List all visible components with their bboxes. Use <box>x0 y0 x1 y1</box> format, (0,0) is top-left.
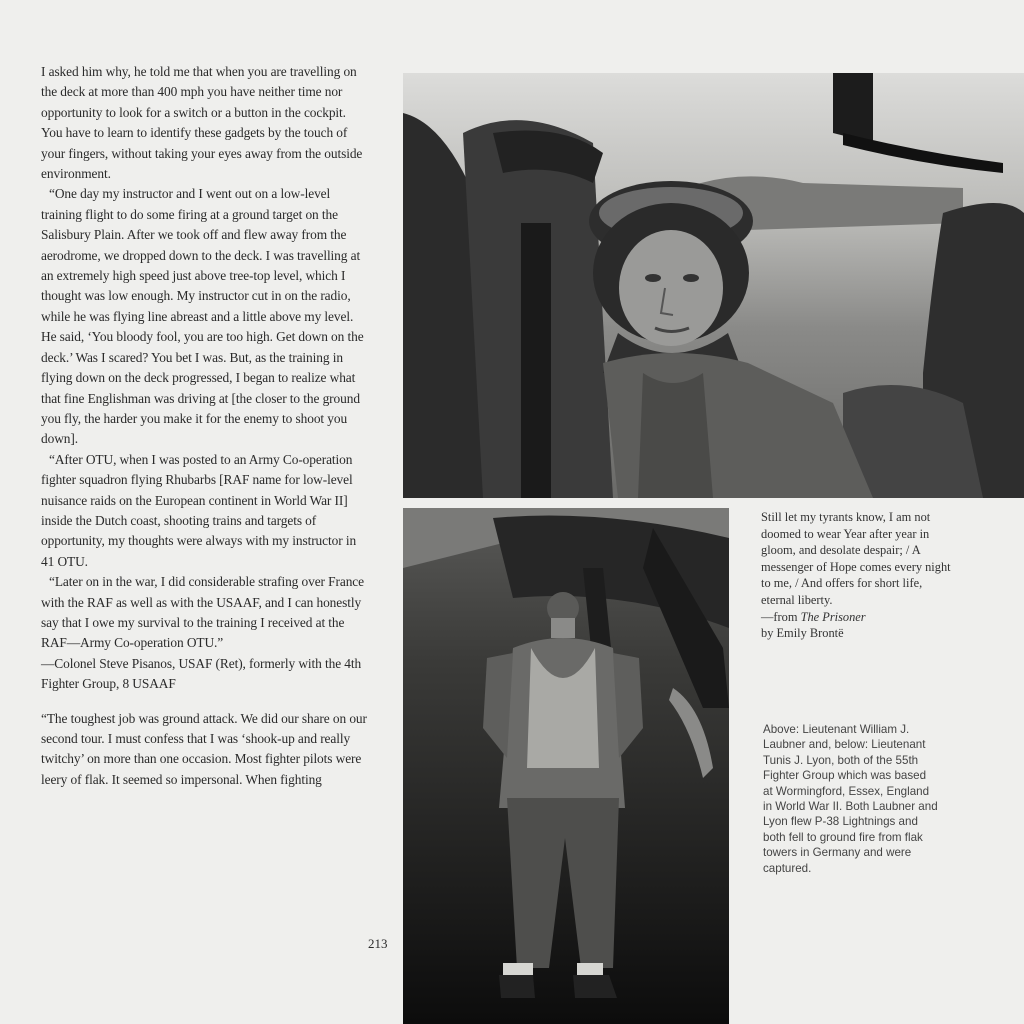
poem-text: Still let my tyrants know, I am not doomed to wear Year after year in gloom, and desolate despair; / A messenger of Hope comes every night to me, / And offers for short life, eternal liberty. <box>761 510 951 607</box>
poem-author: by Emily Brontë <box>761 626 844 641</box>
poem-epigraph <box>761 509 951 642</box>
article-paragraph: “One day my instructor and I went out on a low-level training flight to do some firing at a ground target on the Salisbury Plain. After we took off and flew away from the aerodrome, we dropped down to the deck. I was travelling at an extremely high speed just above tree-top level, which I thought was low enough. My instructor cut in on the radio, while he was flying line abreast and a little above my level. He said, ‘You bloody fool, you are too high. Get down on the deck.’ Was I scared? You bet I was. But, as the training in flying down on the deck progressed, I began to realize what that fine Englishman was driving at [the closer to the ground you fly, the harder you make it for the enemy to shoot you down]. <box>41 186 364 447</box>
page-number: 213 <box>368 936 388 951</box>
photo-caption: Above: Lieutenant William J. Laubner and, below: Lieutenant Tunis J. Lyon, both of the 55th Fighter Group which was based at Wormingford, Essex, England in World War II. Both Laubner and Lyon flew P-38 Lightnings and both fell to ground fire from flak towers in Germany and were captured. <box>763 723 938 875</box>
poem-source-title: The Prisoner <box>800 609 866 624</box>
article-column <box>41 62 368 790</box>
attribution: —Colonel Steve Pisanos, USAF (Ret), formerly with the 4th Fighter Group, 8 USAAF <box>41 655 362 692</box>
article-paragraph: “Later on in the war, I did considerable strafing over France with the RAF as well as with the USAAF, and I can honestly say that I owe my survival to the training I received at the RAF—Army Co-operation OTU.” <box>41 574 364 651</box>
article-paragraph: “The toughest job was ground attack. We did our share on our second tour. I must confess that I was ‘shook-up and really twitchy’ on more than one occasion. Most fighter pilots were leery of flak. It seemed so impersonal. When fighting <box>41 710 367 787</box>
article-paragraph: “After OTU, when I was posted to an Army Co-operation fighter squadron flying Rhubarbs [RAF name for low-level nuisance raids on the European continent in World War II] inside the Dutch coast, shooting trains and targets of opportunity, my thoughts were always with my instructor in 41 OTU. <box>41 451 357 569</box>
poem-source-prefix: —from <box>761 609 801 624</box>
photo-pilot-in-cockpit <box>403 73 1024 498</box>
poem-source <box>761 609 951 626</box>
article-paragraph: I asked him why, he told me that when you are travelling on the deck at more than 400 mph you have neither time nor opportunity to look for a switch or a button in the cockpit. You have to learn to identify these gadgets by the touch of your fingers, without taking your eyes away from the outside environment. <box>41 64 363 182</box>
photo-pilot-standing <box>403 508 729 1024</box>
